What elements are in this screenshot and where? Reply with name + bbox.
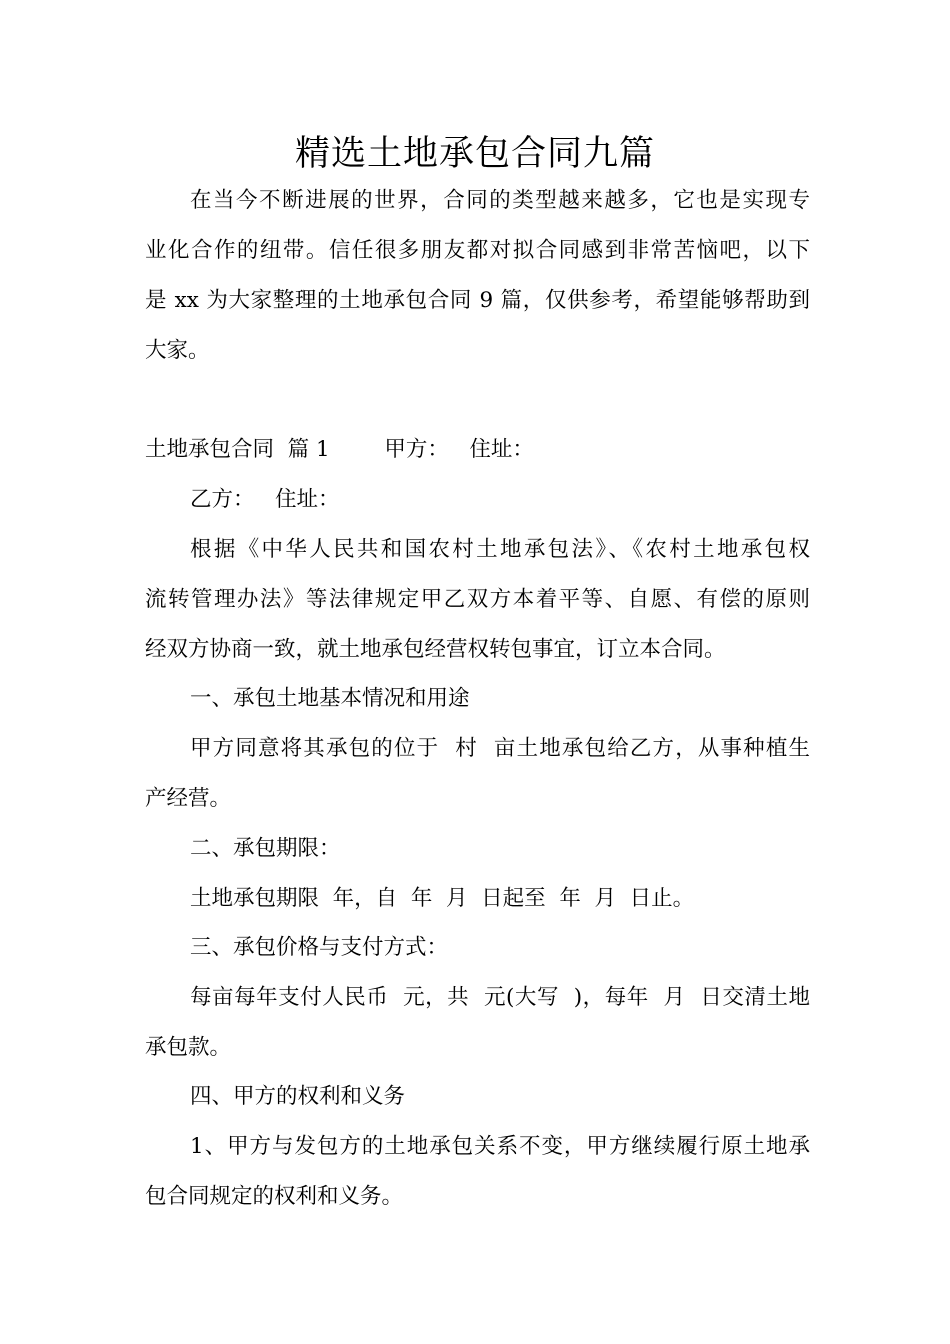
- paragraph-line: 经双方协商一致，就土地承包经营权转包事宜，订立本合同。: [145, 637, 726, 662]
- paragraph-line: 在当今不断进展的世界，合同的类型越来越多，它也是实现专: [190, 188, 810, 213]
- clause-heading: 一、承包土地基本情况和用途: [190, 686, 470, 711]
- party-line: 乙方： 住址：: [190, 487, 340, 512]
- paragraph-line: 承包款。: [145, 1035, 232, 1060]
- paragraph-line: 每亩每年支付人民币 元，共 元(大写 )，每年 月 日交清土地: [190, 985, 810, 1010]
- paragraph-line: 是 xx 为大家整理的土地承包合同 9 篇，仅供参考，希望能够帮助到: [145, 288, 810, 313]
- paragraph-line: 1、甲方与发包方的土地承包关系不变，甲方继续履行原土地承: [190, 1134, 810, 1159]
- document-title: 精选土地承包合同九篇: [294, 134, 655, 174]
- paragraph-line: 流转管理办法》等法律规定甲乙双方本着平等、自愿、有偿的原则: [145, 587, 810, 612]
- clause-heading: 四、甲方的权利和义务: [190, 1084, 406, 1109]
- paragraph-line: 根据《中华人民共和国农村土地承包法》、《农村土地承包权: [190, 537, 810, 562]
- section-heading: 土地承包合同 篇 1 甲方： 住址：: [145, 437, 534, 462]
- paragraph-line: 产经营。: [145, 786, 232, 811]
- paragraph-line: 甲方同意将其承包的位于 村 亩土地承包给乙方，从事种植生: [190, 736, 810, 761]
- clause-heading: 二、承包期限：: [190, 836, 341, 861]
- paragraph-line: 大家。: [145, 338, 210, 363]
- clause-heading: 三、承包价格与支付方式：: [190, 935, 449, 960]
- paragraph-line: 包合同规定的权利和义务。: [145, 1184, 404, 1209]
- paragraph-line: 业化合作的纽带。信任很多朋友都对拟合同感到非常苦恼吧，以下: [145, 238, 810, 263]
- paragraph-line: 土地承包期限 年，自 年 月 日起至 年 月 日止。: [190, 886, 695, 911]
